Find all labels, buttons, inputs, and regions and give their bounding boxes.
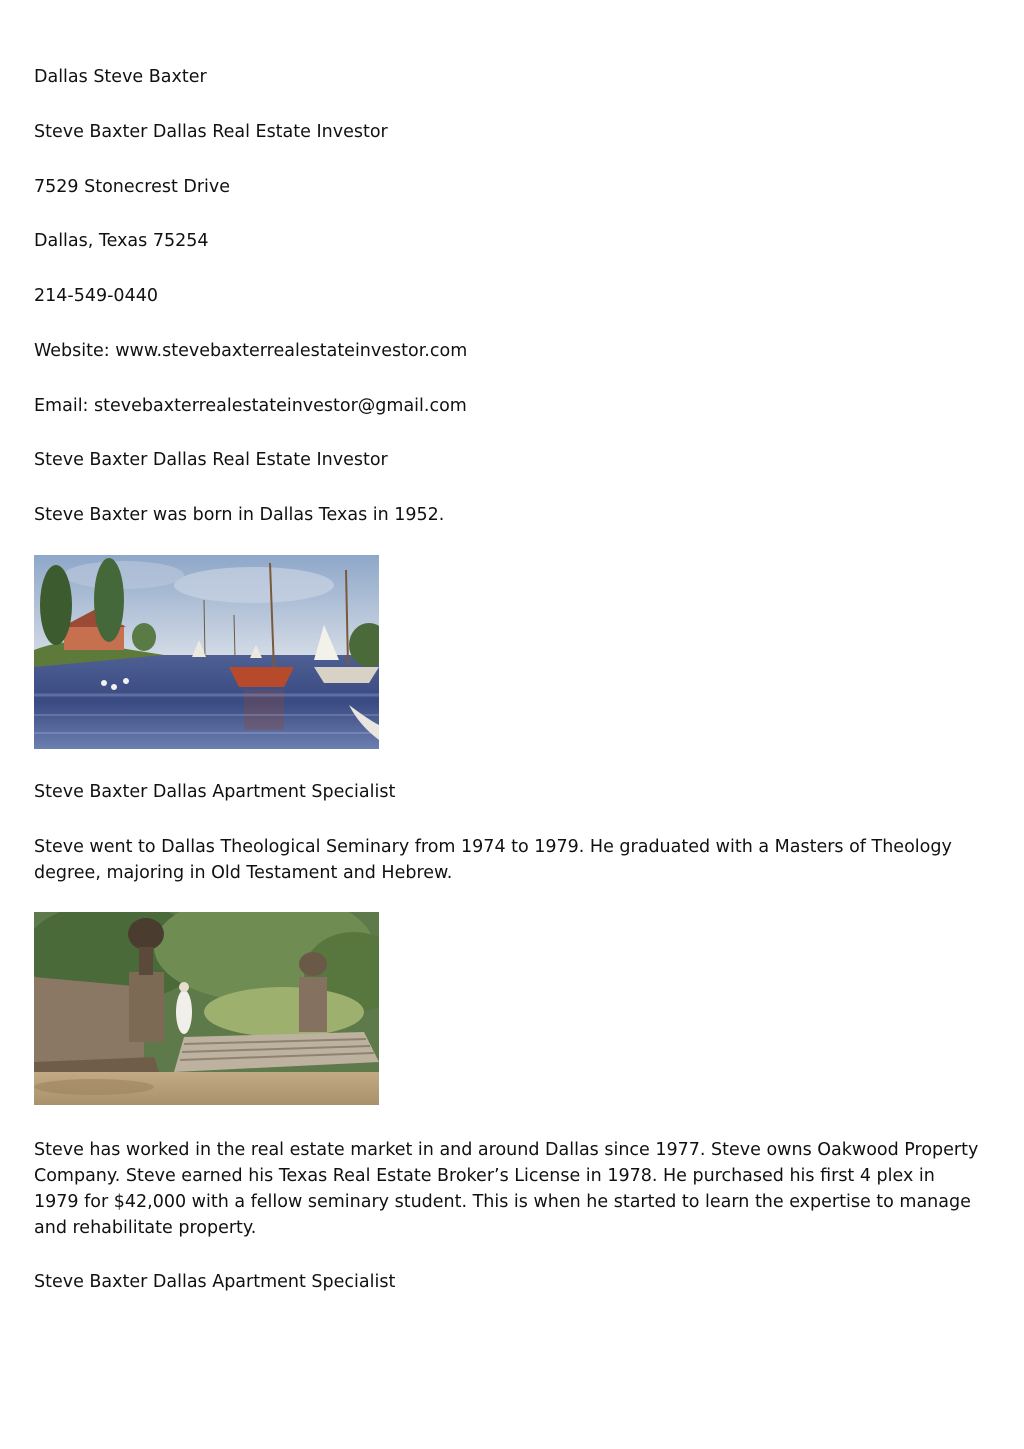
page-title: Dallas Steve Baxter xyxy=(34,67,207,87)
sailboats-harbor-painting xyxy=(34,555,379,749)
email-line: Email: stevebaxterrealestateinvestor@gmail.com xyxy=(34,396,467,416)
image-caption-1: Steve Baxter Dallas Apartment Specialist xyxy=(34,782,396,802)
subtitle: Steve Baxter Dallas Real Estate Investor xyxy=(34,122,388,142)
section-heading: Steve Baxter Dallas Real Estate Investor xyxy=(34,450,388,470)
website-line: Website: www.stevebaxterrealestateinvestor.com xyxy=(34,341,468,361)
street-address: 7529 Stonecrest Drive xyxy=(34,177,231,197)
birth-sentence: Steve Baxter was born in Dallas Texas in 1952. xyxy=(34,505,445,525)
city-state-zip: Dallas, Texas 75254 xyxy=(34,231,209,251)
phone-number: 214-549-0440 xyxy=(34,286,158,306)
seminary-paragraph: Steve went to Dallas Theological Seminary from 1974 to 1979. He graduated with a Masters of Theology degree, majoring in Old Testament and Hebrew. xyxy=(34,837,952,883)
real-estate-paragraph: Steve has worked in the real estate market in and around Dallas since 1977. Steve owns Oakwood Property Company. Steve earned his Texas Real Estate Broker’s License in 1978. He purchased his first 4 plex in 1979 for $42,000 with a fellow seminary student. This is when he started to learn the expertise to manage and rehabilitate property. xyxy=(34,1140,979,1238)
image-caption-2: Steve Baxter Dallas Apartment Specialist xyxy=(34,1272,396,1292)
park-fountain-painting xyxy=(34,912,379,1105)
